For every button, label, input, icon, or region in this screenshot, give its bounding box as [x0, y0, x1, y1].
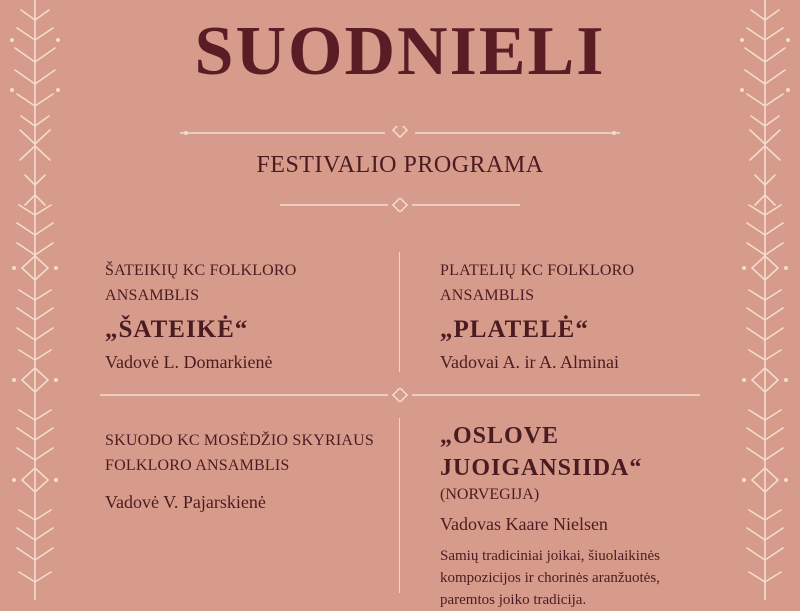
ensemble-leader: Vadovė L. Domarkienė: [105, 352, 273, 372]
ensemble-org-line1: SKUODO KC MOSĖDŽIO SKYRIAUS: [105, 432, 374, 449]
diamond-icon: [393, 126, 407, 137]
ensemble-org: ŠATEIKIŲ KC FOLKLORO ANSAMBLIS: [105, 262, 297, 304]
ensemble-org-line2: FOLKLORO ANSAMBLIS: [105, 457, 290, 474]
diamond-icon: [393, 388, 407, 402]
title-divider: [180, 126, 620, 140]
ensemble-leader: Vadovas Kaare Nielsen: [440, 514, 608, 534]
diamond-icon: [393, 198, 407, 212]
ensemble-card-sateike: [105, 258, 390, 373]
column-separator-bottom: [399, 418, 400, 593]
column-separator-top: [399, 252, 400, 372]
page-title: SUODNIELI: [194, 13, 606, 90]
ensemble-description: [440, 545, 720, 611]
description-line: Samių tradiciniai joikai, šiuolaikinės: [440, 548, 660, 564]
description-line: kompozicijos ir chorinės aranžuotės,: [440, 570, 660, 586]
ensemble-name: „PLATELĖ“: [440, 316, 589, 343]
description-line: paremtos joiko tradicija.: [440, 592, 587, 608]
ensemble-card-mosedis: [105, 428, 390, 513]
ensemble-name: „ŠATEIKĖ“: [105, 316, 249, 343]
ensemble-name: „OSLOVE JUOIGANSIIDA“: [440, 423, 643, 481]
ensemble-leader: Vadovai A. ir A. Alminai: [440, 352, 619, 372]
ensemble-card-oslove: [440, 420, 720, 611]
subtitle-divider: [280, 198, 520, 212]
row-divider: [100, 388, 700, 402]
ensemble-country: (NORVEGIJA): [440, 486, 540, 503]
ensemble-leader: Vadovė V. Pajarskienė: [105, 492, 266, 512]
page-subtitle: FESTIVALIO PROGRAMA: [256, 152, 544, 178]
ensemble-card-platele: [440, 258, 720, 373]
ensemble-org: PLATELIŲ KC FOLKLORO ANSAMBLIS: [440, 262, 635, 304]
